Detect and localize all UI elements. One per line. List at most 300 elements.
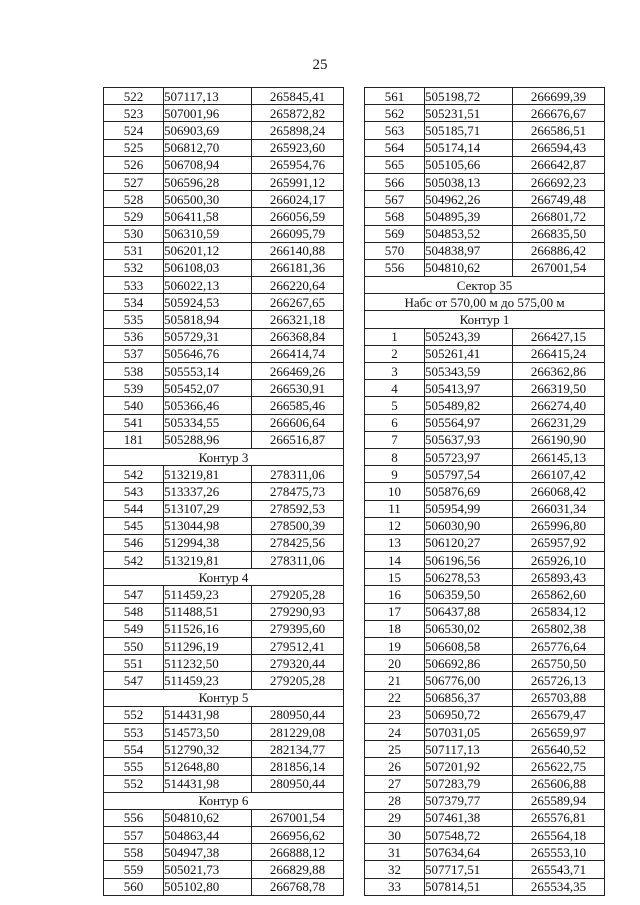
y-coordinate-cell: 265926,10 xyxy=(513,552,605,569)
point-number-cell: 550 xyxy=(104,638,164,655)
point-number-cell: 563 xyxy=(365,122,425,139)
x-coordinate-cell: 505553,14 xyxy=(164,363,252,380)
table-row xyxy=(104,294,344,311)
x-coordinate-cell: 505876,69 xyxy=(425,483,513,500)
point-number-cell: 544 xyxy=(104,500,164,517)
x-coordinate-cell: 513219,81 xyxy=(164,466,252,483)
table-row xyxy=(104,173,344,190)
table-row xyxy=(104,466,344,483)
point-number-cell: 546 xyxy=(104,534,164,551)
x-coordinate-cell: 511296,19 xyxy=(164,638,252,655)
x-coordinate-cell: 506120,27 xyxy=(425,534,513,551)
y-coordinate-cell: 266768,78 xyxy=(252,878,344,895)
point-number-cell: 19 xyxy=(365,638,425,655)
point-number-cell: 181 xyxy=(104,431,164,448)
point-number-cell: 29 xyxy=(365,809,425,826)
y-coordinate-cell: 266368,84 xyxy=(252,328,344,345)
x-coordinate-cell: 506437,88 xyxy=(425,603,513,620)
y-coordinate-cell: 266427,15 xyxy=(513,328,605,345)
x-coordinate-cell: 505723,97 xyxy=(425,448,513,465)
x-coordinate-cell: 505174,14 xyxy=(425,139,513,156)
table-row xyxy=(365,672,605,689)
x-coordinate-cell: 505243,39 xyxy=(425,328,513,345)
section-title: Набс от 570,00 м до 575,00 м xyxy=(365,294,605,311)
section-title: Контур 1 xyxy=(365,311,605,328)
x-coordinate-cell: 511459,23 xyxy=(164,672,252,689)
table-row xyxy=(365,414,605,431)
x-coordinate-cell: 505102,80 xyxy=(164,878,252,895)
y-coordinate-cell: 266749,48 xyxy=(513,191,605,208)
table-row xyxy=(365,552,605,569)
x-coordinate-cell: 505452,07 xyxy=(164,380,252,397)
table-row xyxy=(365,259,605,276)
table-row xyxy=(365,122,605,139)
point-number-cell: 9 xyxy=(365,466,425,483)
x-coordinate-cell: 511526,16 xyxy=(164,620,252,637)
x-coordinate-cell: 505288,96 xyxy=(164,431,252,448)
table-row xyxy=(365,466,605,483)
table-row xyxy=(104,741,344,758)
y-coordinate-cell: 265845,41 xyxy=(252,88,344,105)
table-row xyxy=(365,380,605,397)
y-coordinate-cell: 266274,40 xyxy=(513,397,605,414)
coordinates-table-right xyxy=(364,87,605,896)
x-coordinate-cell: 513219,81 xyxy=(164,552,252,569)
table-row xyxy=(365,603,605,620)
x-coordinate-cell: 512790,32 xyxy=(164,741,252,758)
table-row xyxy=(365,809,605,826)
y-coordinate-cell: 265991,12 xyxy=(252,173,344,190)
table-row xyxy=(365,706,605,723)
table-row xyxy=(104,208,344,225)
x-coordinate-cell: 505038,13 xyxy=(425,173,513,190)
point-number-cell: 33 xyxy=(365,878,425,895)
table-row xyxy=(365,173,605,190)
table-row xyxy=(365,363,605,380)
section-row xyxy=(104,689,344,706)
point-number-cell: 16 xyxy=(365,586,425,603)
y-coordinate-cell: 266095,79 xyxy=(252,225,344,242)
point-number-cell: 542 xyxy=(104,552,164,569)
table-row xyxy=(365,517,605,534)
table-row xyxy=(104,809,344,826)
point-number-cell: 551 xyxy=(104,655,164,672)
point-number-cell: 8 xyxy=(365,448,425,465)
point-number-cell: 28 xyxy=(365,792,425,809)
y-coordinate-cell: 265564,18 xyxy=(513,827,605,844)
x-coordinate-cell: 507117,13 xyxy=(164,88,252,105)
x-coordinate-cell: 506278,53 xyxy=(425,569,513,586)
y-coordinate-cell: 278311,06 xyxy=(252,466,344,483)
y-coordinate-cell: 266606,64 xyxy=(252,414,344,431)
x-coordinate-cell: 507634,64 xyxy=(425,844,513,861)
y-coordinate-cell: 265726,13 xyxy=(513,672,605,689)
x-coordinate-cell: 507001,96 xyxy=(164,105,252,122)
table-row xyxy=(104,242,344,259)
table-row xyxy=(104,156,344,173)
table-row xyxy=(365,534,605,551)
y-coordinate-cell: 265893,43 xyxy=(513,569,605,586)
section-title: Контур 4 xyxy=(104,569,344,586)
point-number-cell: 542 xyxy=(104,466,164,483)
y-coordinate-cell: 266415,24 xyxy=(513,345,605,362)
x-coordinate-cell: 506411,58 xyxy=(164,208,252,225)
y-coordinate-cell: 265802,38 xyxy=(513,620,605,637)
y-coordinate-cell: 266267,65 xyxy=(252,294,344,311)
section-title: Контур 6 xyxy=(104,792,344,809)
x-coordinate-cell: 513107,29 xyxy=(164,500,252,517)
x-coordinate-cell: 507201,92 xyxy=(425,758,513,775)
section-title: Контур 3 xyxy=(104,448,344,465)
table-row xyxy=(365,345,605,362)
table-row xyxy=(365,878,605,895)
point-number-cell: 12 xyxy=(365,517,425,534)
y-coordinate-cell: 265834,12 xyxy=(513,603,605,620)
point-number-cell: 552 xyxy=(104,775,164,792)
x-coordinate-cell: 511488,51 xyxy=(164,603,252,620)
x-coordinate-cell: 505261,41 xyxy=(425,345,513,362)
point-number-cell: 545 xyxy=(104,517,164,534)
x-coordinate-cell: 504810,62 xyxy=(425,259,513,276)
y-coordinate-cell: 278475,73 xyxy=(252,483,344,500)
x-coordinate-cell: 514573,50 xyxy=(164,723,252,740)
y-coordinate-cell: 266024,17 xyxy=(252,191,344,208)
y-coordinate-cell: 279512,41 xyxy=(252,638,344,655)
table-row xyxy=(104,483,344,500)
point-number-cell: 3 xyxy=(365,363,425,380)
coordinates-table-left xyxy=(103,87,344,896)
x-coordinate-cell: 512994,38 xyxy=(164,534,252,551)
y-coordinate-cell: 266594,43 xyxy=(513,139,605,156)
point-number-cell: 11 xyxy=(365,500,425,517)
table-row xyxy=(104,414,344,431)
point-number-cell: 556 xyxy=(104,809,164,826)
y-coordinate-cell: 267001,54 xyxy=(252,809,344,826)
x-coordinate-cell: 504863,44 xyxy=(164,827,252,844)
point-number-cell: 565 xyxy=(365,156,425,173)
section-title: Контур 5 xyxy=(104,689,344,706)
point-number-cell: 570 xyxy=(365,242,425,259)
point-number-cell: 558 xyxy=(104,844,164,861)
table-row xyxy=(365,500,605,517)
page-number: 25 xyxy=(312,57,328,73)
y-coordinate-cell: 266956,62 xyxy=(252,827,344,844)
table-row xyxy=(104,552,344,569)
x-coordinate-cell: 506708,94 xyxy=(164,156,252,173)
x-coordinate-cell: 504838,97 xyxy=(425,242,513,259)
y-coordinate-cell: 281229,08 xyxy=(252,723,344,740)
x-coordinate-cell: 507717,51 xyxy=(425,861,513,878)
table-row xyxy=(365,328,605,345)
point-number-cell: 557 xyxy=(104,827,164,844)
table-row xyxy=(104,380,344,397)
point-number-cell: 548 xyxy=(104,603,164,620)
x-coordinate-cell: 513337,26 xyxy=(164,483,252,500)
point-number-cell: 547 xyxy=(104,672,164,689)
y-coordinate-cell: 278500,39 xyxy=(252,517,344,534)
table-row xyxy=(104,603,344,620)
y-coordinate-cell: 280950,44 xyxy=(252,706,344,723)
x-coordinate-cell: 506812,70 xyxy=(164,139,252,156)
y-coordinate-cell: 267001,54 xyxy=(513,259,605,276)
point-number-cell: 18 xyxy=(365,620,425,637)
table-row xyxy=(104,431,344,448)
x-coordinate-cell: 504962,26 xyxy=(425,191,513,208)
point-number-cell: 23 xyxy=(365,706,425,723)
table-row xyxy=(104,878,344,895)
table-row xyxy=(104,88,344,105)
y-coordinate-cell: 266801,72 xyxy=(513,208,605,225)
x-coordinate-cell: 506596,28 xyxy=(164,173,252,190)
table-row xyxy=(365,483,605,500)
table-row xyxy=(104,328,344,345)
y-coordinate-cell: 266140,88 xyxy=(252,242,344,259)
table-row xyxy=(104,827,344,844)
table-row xyxy=(104,844,344,861)
point-number-cell: 17 xyxy=(365,603,425,620)
y-coordinate-cell: 266516,87 xyxy=(252,431,344,448)
point-number-cell: 541 xyxy=(104,414,164,431)
y-coordinate-cell: 266319,50 xyxy=(513,380,605,397)
point-number-cell: 525 xyxy=(104,139,164,156)
point-number-cell: 528 xyxy=(104,191,164,208)
table-row xyxy=(104,139,344,156)
x-coordinate-cell: 513044,98 xyxy=(164,517,252,534)
y-coordinate-cell: 266829,88 xyxy=(252,861,344,878)
x-coordinate-cell: 506500,30 xyxy=(164,191,252,208)
x-coordinate-cell: 506950,72 xyxy=(425,706,513,723)
section-row xyxy=(104,448,344,465)
point-number-cell: 526 xyxy=(104,156,164,173)
x-coordinate-cell: 506903,69 xyxy=(164,122,252,139)
y-coordinate-cell: 265862,60 xyxy=(513,586,605,603)
point-number-cell: 5 xyxy=(365,397,425,414)
x-coordinate-cell: 506856,37 xyxy=(425,689,513,706)
point-number-cell: 553 xyxy=(104,723,164,740)
table-row xyxy=(104,620,344,637)
point-number-cell: 556 xyxy=(365,259,425,276)
table-row xyxy=(365,741,605,758)
y-coordinate-cell: 265679,47 xyxy=(513,706,605,723)
y-coordinate-cell: 265543,71 xyxy=(513,861,605,878)
point-number-cell: 534 xyxy=(104,294,164,311)
y-coordinate-cell: 265996,80 xyxy=(513,517,605,534)
y-coordinate-cell: 265553,10 xyxy=(513,844,605,861)
y-coordinate-cell: 265576,81 xyxy=(513,809,605,826)
point-number-cell: 14 xyxy=(365,552,425,569)
point-number-cell: 560 xyxy=(104,878,164,895)
y-coordinate-cell: 266056,59 xyxy=(252,208,344,225)
x-coordinate-cell: 507461,38 xyxy=(425,809,513,826)
x-coordinate-cell: 506530,02 xyxy=(425,620,513,637)
x-coordinate-cell: 505366,46 xyxy=(164,397,252,414)
point-number-cell: 561 xyxy=(365,88,425,105)
table-row xyxy=(104,345,344,362)
x-coordinate-cell: 506359,50 xyxy=(425,586,513,603)
y-coordinate-cell: 282134,77 xyxy=(252,741,344,758)
x-coordinate-cell: 505343,59 xyxy=(425,363,513,380)
point-number-cell: 555 xyxy=(104,758,164,775)
point-number-cell: 32 xyxy=(365,861,425,878)
x-coordinate-cell: 506692,86 xyxy=(425,655,513,672)
x-coordinate-cell: 514431,98 xyxy=(164,775,252,792)
point-number-cell: 532 xyxy=(104,259,164,276)
point-number-cell: 1 xyxy=(365,328,425,345)
y-coordinate-cell: 278311,06 xyxy=(252,552,344,569)
point-number-cell: 529 xyxy=(104,208,164,225)
table-row xyxy=(104,259,344,276)
table-row xyxy=(104,191,344,208)
table-row xyxy=(104,122,344,139)
y-coordinate-cell: 265659,97 xyxy=(513,723,605,740)
table-row xyxy=(365,638,605,655)
x-coordinate-cell: 504895,39 xyxy=(425,208,513,225)
point-number-cell: 524 xyxy=(104,122,164,139)
section-row xyxy=(365,294,605,311)
y-coordinate-cell: 266530,91 xyxy=(252,380,344,397)
point-number-cell: 27 xyxy=(365,775,425,792)
point-number-cell: 566 xyxy=(365,173,425,190)
point-number-cell: 552 xyxy=(104,706,164,723)
table-row xyxy=(104,672,344,689)
point-number-cell: 4 xyxy=(365,380,425,397)
table-row xyxy=(104,638,344,655)
table-row xyxy=(104,534,344,551)
point-number-cell: 7 xyxy=(365,431,425,448)
x-coordinate-cell: 506201,12 xyxy=(164,242,252,259)
table-row xyxy=(365,139,605,156)
y-coordinate-cell: 266585,46 xyxy=(252,397,344,414)
x-coordinate-cell: 507283,79 xyxy=(425,775,513,792)
table-row xyxy=(365,208,605,225)
point-number-cell: 538 xyxy=(104,363,164,380)
x-coordinate-cell: 506022,13 xyxy=(164,277,252,294)
table-row xyxy=(104,758,344,775)
point-number-cell: 539 xyxy=(104,380,164,397)
x-coordinate-cell: 511459,23 xyxy=(164,586,252,603)
y-coordinate-cell: 265957,92 xyxy=(513,534,605,551)
y-coordinate-cell: 280950,44 xyxy=(252,775,344,792)
table-row xyxy=(365,844,605,861)
y-coordinate-cell: 265640,52 xyxy=(513,741,605,758)
table-row xyxy=(365,397,605,414)
y-coordinate-cell: 266031,34 xyxy=(513,500,605,517)
point-number-cell: 567 xyxy=(365,191,425,208)
table-row xyxy=(365,105,605,122)
x-coordinate-cell: 505818,94 xyxy=(164,311,252,328)
y-coordinate-cell: 266231,29 xyxy=(513,414,605,431)
point-number-cell: 536 xyxy=(104,328,164,345)
x-coordinate-cell: 504947,38 xyxy=(164,844,252,861)
point-number-cell: 25 xyxy=(365,741,425,758)
point-number-cell: 569 xyxy=(365,225,425,242)
x-coordinate-cell: 505564,97 xyxy=(425,414,513,431)
point-number-cell: 2 xyxy=(365,345,425,362)
x-coordinate-cell: 507548,72 xyxy=(425,827,513,844)
table-row xyxy=(365,655,605,672)
x-coordinate-cell: 505637,93 xyxy=(425,431,513,448)
y-coordinate-cell: 266699,39 xyxy=(513,88,605,105)
point-number-cell: 554 xyxy=(104,741,164,758)
y-coordinate-cell: 266586,51 xyxy=(513,122,605,139)
table-row xyxy=(104,397,344,414)
table-row xyxy=(365,723,605,740)
point-number-cell: 564 xyxy=(365,139,425,156)
point-number-cell: 527 xyxy=(104,173,164,190)
point-number-cell: 547 xyxy=(104,586,164,603)
table-row xyxy=(365,569,605,586)
table-row xyxy=(365,88,605,105)
point-number-cell: 568 xyxy=(365,208,425,225)
point-number-cell: 530 xyxy=(104,225,164,242)
x-coordinate-cell: 505924,53 xyxy=(164,294,252,311)
y-coordinate-cell: 265750,50 xyxy=(513,655,605,672)
y-coordinate-cell: 266190,90 xyxy=(513,431,605,448)
point-number-cell: 31 xyxy=(365,844,425,861)
y-coordinate-cell: 265703,88 xyxy=(513,689,605,706)
y-coordinate-cell: 279205,28 xyxy=(252,586,344,603)
x-coordinate-cell: 505198,72 xyxy=(425,88,513,105)
x-coordinate-cell: 507379,77 xyxy=(425,792,513,809)
y-coordinate-cell: 266886,42 xyxy=(513,242,605,259)
y-coordinate-cell: 281856,14 xyxy=(252,758,344,775)
y-coordinate-cell: 266068,42 xyxy=(513,483,605,500)
y-coordinate-cell: 278425,56 xyxy=(252,534,344,551)
table-row xyxy=(365,586,605,603)
point-number-cell: 6 xyxy=(365,414,425,431)
x-coordinate-cell: 505021,73 xyxy=(164,861,252,878)
y-coordinate-cell: 266414,74 xyxy=(252,345,344,362)
y-coordinate-cell: 266321,18 xyxy=(252,311,344,328)
x-coordinate-cell: 507031,05 xyxy=(425,723,513,740)
table-row xyxy=(104,105,344,122)
table-row xyxy=(365,620,605,637)
y-coordinate-cell: 266676,67 xyxy=(513,105,605,122)
table-row xyxy=(104,500,344,517)
point-number-cell: 522 xyxy=(104,88,164,105)
x-coordinate-cell: 506030,90 xyxy=(425,517,513,534)
x-coordinate-cell: 505729,31 xyxy=(164,328,252,345)
table-row xyxy=(104,861,344,878)
point-number-cell: 20 xyxy=(365,655,425,672)
y-coordinate-cell: 266145,13 xyxy=(513,448,605,465)
y-coordinate-cell: 265923,60 xyxy=(252,139,344,156)
x-coordinate-cell: 505954,99 xyxy=(425,500,513,517)
x-coordinate-cell: 506310,59 xyxy=(164,225,252,242)
table-row xyxy=(104,363,344,380)
point-number-cell: 21 xyxy=(365,672,425,689)
x-coordinate-cell: 504810,62 xyxy=(164,809,252,826)
table-row xyxy=(104,586,344,603)
x-coordinate-cell: 505185,71 xyxy=(425,122,513,139)
y-coordinate-cell: 266692,23 xyxy=(513,173,605,190)
y-coordinate-cell: 266362,86 xyxy=(513,363,605,380)
table-row xyxy=(365,242,605,259)
table-row xyxy=(104,706,344,723)
x-coordinate-cell: 507117,13 xyxy=(425,741,513,758)
y-coordinate-cell: 265872,82 xyxy=(252,105,344,122)
point-number-cell: 535 xyxy=(104,311,164,328)
point-number-cell: 537 xyxy=(104,345,164,362)
table-row xyxy=(104,225,344,242)
y-coordinate-cell: 279205,28 xyxy=(252,672,344,689)
y-coordinate-cell: 279395,60 xyxy=(252,620,344,637)
point-number-cell: 24 xyxy=(365,723,425,740)
table-row xyxy=(365,861,605,878)
section-title: Сектор 35 xyxy=(365,277,605,294)
table-row xyxy=(365,191,605,208)
table-row xyxy=(365,689,605,706)
